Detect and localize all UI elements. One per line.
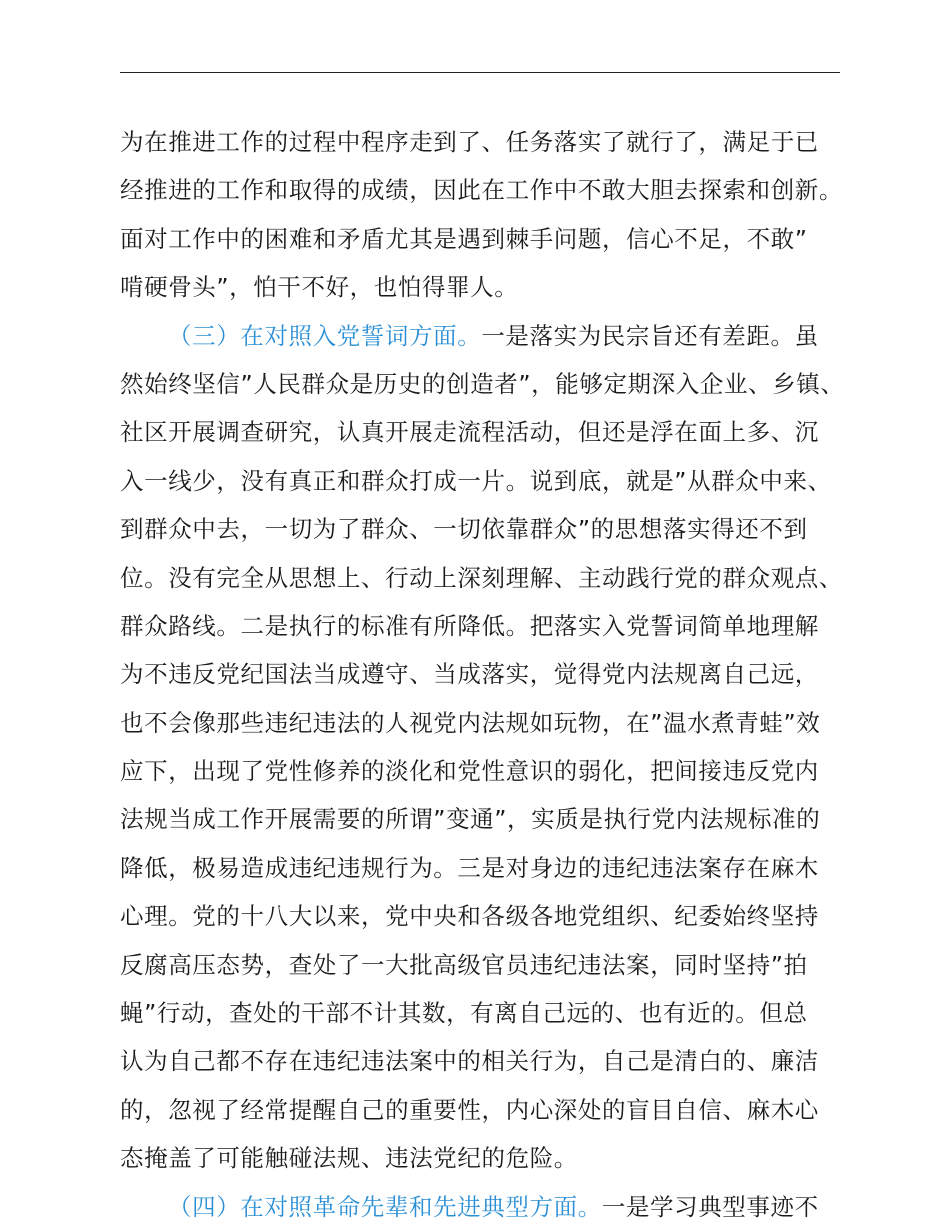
text-line: 面对工作中的困难和矛盾尤其是遇到棘手问题，信心不足，不敢” xyxy=(120,224,808,253)
text-line: 然始终坚信”人民群众是历史的创造者”，能够定期深入企业、乡镇、 xyxy=(120,369,845,398)
header-rule xyxy=(120,72,840,73)
text-line: 心理。党的十八大以来，党中央和各级各地党组织、纪委始终坚持 xyxy=(120,902,819,931)
text-line: 经推进的工作和取得的成绩，因此在工作中不敢大胆去探索和创新。 xyxy=(120,176,843,205)
section-4-heading: （四）在对照革命先辈和先进典型方面。 xyxy=(168,1192,602,1221)
section-4-first-line-text: 一是学习典型事迹不 xyxy=(601,1192,819,1221)
text-line: 蝇”行动，查处的干部不计其数，有离自己远的、也有近的。但总 xyxy=(120,999,808,1028)
text-line: 法规当成工作开展需要的所谓”变通”，实质是执行党内法规标准的 xyxy=(120,805,821,834)
document-body xyxy=(120,118,845,1231)
text-line: 为不违反党纪国法当成遵守、当成落实，觉得党内法规离自己远， xyxy=(120,660,819,689)
section-3-first-line xyxy=(120,312,842,360)
text-line: 到群众中去，一切为了群众、一切依靠群众”的思想落实得还不到 xyxy=(120,515,808,544)
text-line: 社区开展调查研究，认真开展走流程活动，但还是浮在面上多、沉 xyxy=(120,418,819,447)
section-3-heading: （三）在对照入党誓词方面。 xyxy=(168,321,482,350)
text-line: 态掩盖了可能触碰法规、违法党纪的危险。 xyxy=(120,1144,578,1173)
text-line: 反腐高压态势，查处了一大批高级官员违纪违法案，同时坚持”拍 xyxy=(120,950,808,979)
text-line: 啃硬骨头”，怕干不好，也怕得罪人。 xyxy=(120,273,519,302)
text-line: 群众路线。二是执行的标准有所降低。把落实入党誓词简单地理解 xyxy=(120,611,819,640)
section-3-first-line-text: 一是落实为民宗旨还有差距。虽 xyxy=(481,321,819,350)
text-line: 认为自己都不存在违纪违法案中的相关行为，自己是清白的、廉洁 xyxy=(120,1047,819,1076)
text-line: 为在推进工作的过程中程序走到了、任务落实了就行了，满足于已 xyxy=(120,128,819,156)
text-line: 的，忽视了经常提醒自己的重要性，内心深处的盲目自信、麻木心 xyxy=(120,1095,819,1124)
text-line: 也不会像那些违纪违法的人视党内法规如玩物，在”温水煮青蛙”效 xyxy=(120,708,821,737)
text-line: 位。没有完全从思想上、行动上深刻理解、主动践行党的群众观点、 xyxy=(120,563,843,592)
text-line: 降低，极易造成违纪违规行为。三是对身边的违纪违法案存在麻木 xyxy=(120,853,819,882)
text-line: 入一线少，没有真正和群众打成一片。说到底，就是”从群众中来、 xyxy=(120,466,832,495)
section-4-first-line xyxy=(120,1183,842,1231)
text-line: 应下，出现了党性修养的淡化和党性意识的弱化，把间接违反党内 xyxy=(120,757,819,786)
